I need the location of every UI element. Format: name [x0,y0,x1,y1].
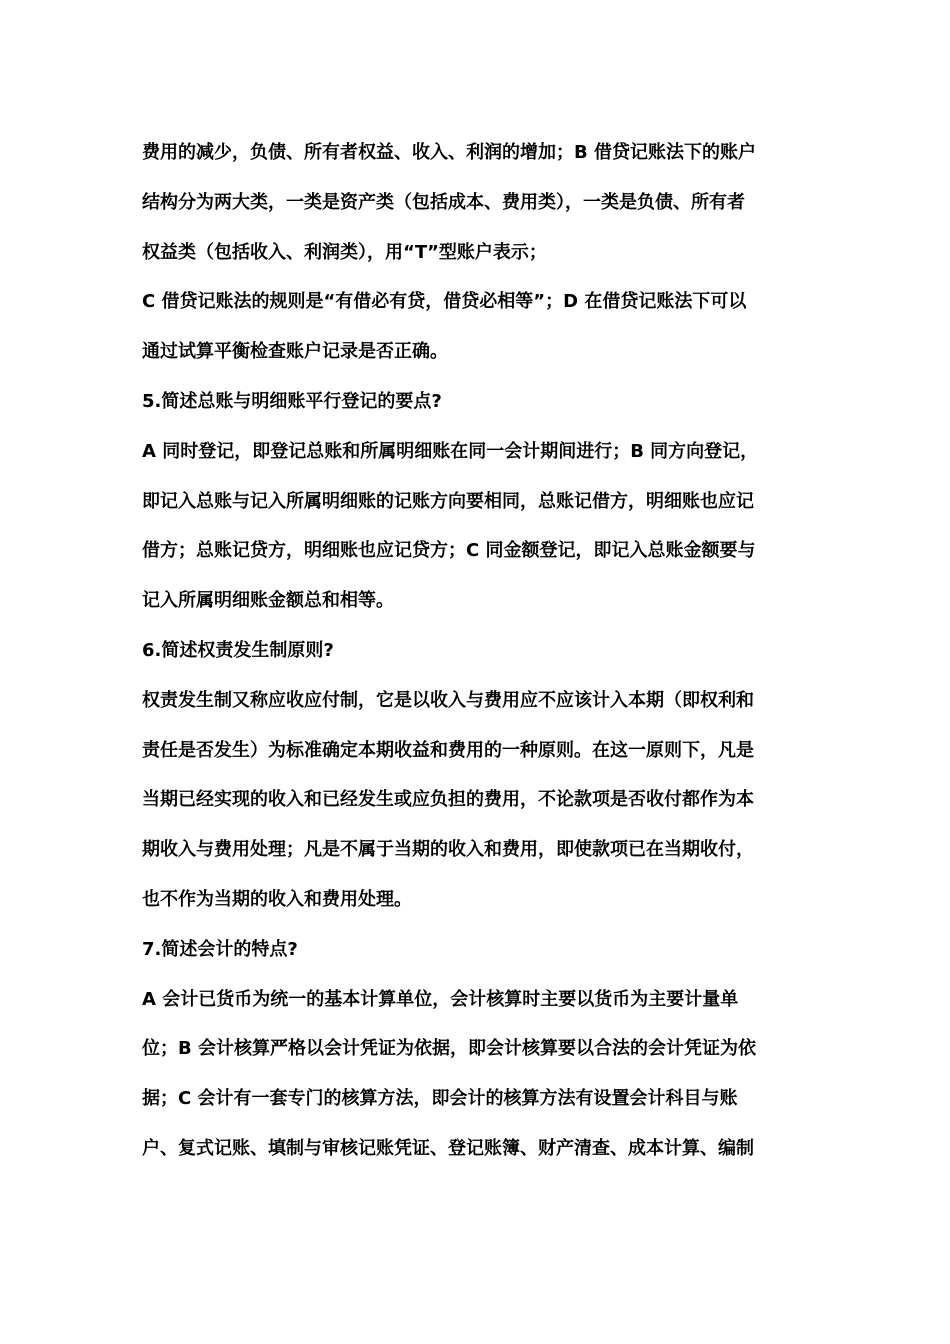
text-line: 结构分为两大类，一类是资产类（包括成本、费用类），一类是负债、所有者 [142,191,745,213]
text-line: 期收入与费用处理；凡是不属于当期的收入和费用，即使款项已在当期收付， [142,839,754,861]
question-heading: 7.简述会计的特点? [142,938,298,960]
question-heading: 5.简述总账与明细账平行登记的要点? [142,390,442,412]
text-line: 即记入总账与记入所属明细账的记账方向要相同，总账记借方，明细账也应记 [142,490,754,512]
question-heading: 6.简述权责发生制原则? [142,639,334,661]
text-line: 据；C 会计有一套专门的核算方法，即会计的核算方法有设置会计科目与账 [142,1088,738,1110]
text-line: 当期已经实现的收入和已经发生或应负担的费用，不论款项是否收付都作为本 [142,789,754,811]
text-line: 权益类（包括收入、利润类），用“T”型账户表示； [142,241,547,263]
text-line: A 会计已货币为统一的基本计算单位，会计核算时主要以货币为主要计量单 [142,988,739,1010]
text-line: 借方；总账记贷方，明细账也应记贷方；C 同金额登记，即记入总账金额要与 [142,540,756,562]
document-body [142,130,812,1176]
text-line: 通过试算平衡检查账户记录是否正确。 [142,341,448,363]
text-line: 权责发生制又称应收应付制，它是以收入与费用应不应该计入本期（即权利和 [142,689,754,711]
text-line: A 同时登记，即登记总账和所属明细账在同一会计期间进行；B 同方向登记， [142,440,759,462]
text-line: 位；B 会计核算严格以会计凭证为依据，即会计核算要以合法的会计凭证为依 [142,1038,756,1060]
text-line: 记入所属明细账金额总和相等。 [142,590,394,612]
text-line: 费用的减少，负债、所有者权益、收入、利润的增加；B 借贷记账法下的账户 [142,142,756,163]
text-line: 户、复式记账、填制与审核记账凭证、登记账簿、财产清查、成本计算、编制 [142,1137,754,1159]
text-line: 也不作为当期的收入和费用处理。 [142,888,412,910]
text-line: 责任是否发生）为标准确定本期收益和费用的一种原则。在这一原则下，凡是 [142,739,754,761]
text-line: C 借贷记账法的规则是“有借必有贷，借贷必相等”；D 在借贷记账法下可以 [142,291,747,313]
